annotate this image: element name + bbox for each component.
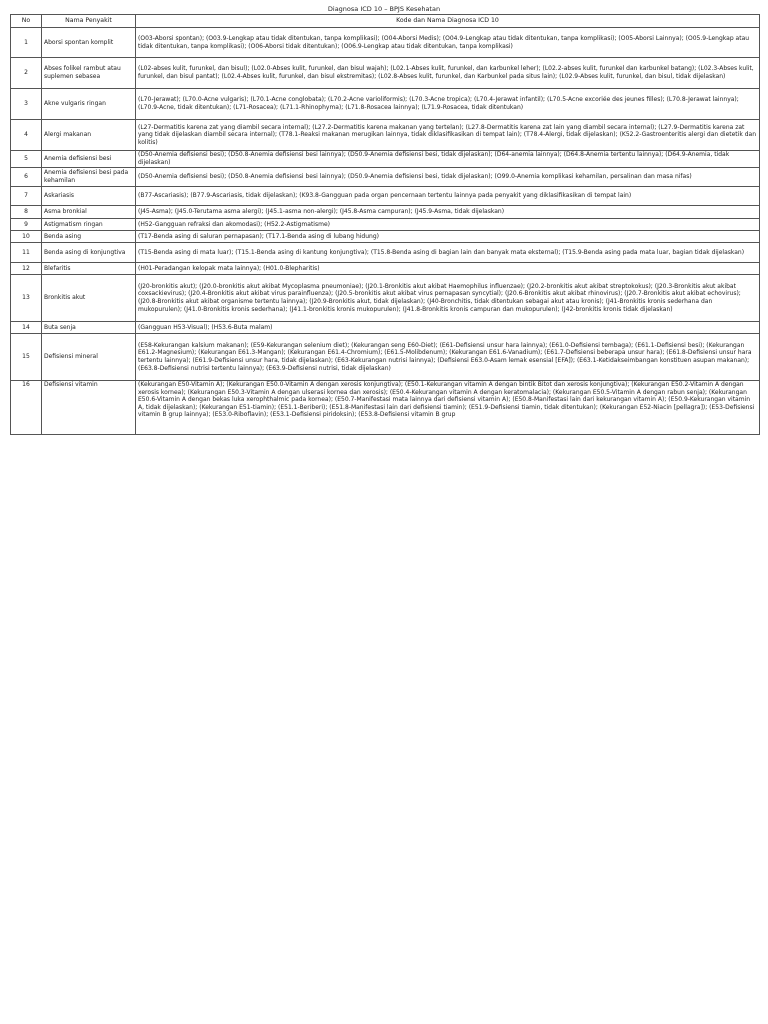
disease-name: Anemia defisiensi besi pada kehamilan	[42, 168, 136, 187]
table-row	[11, 89, 760, 120]
icd-codes: (E58-Kekurangan kalsium makanan); (E59-Kekurangan selenium diet); (Kekurangan seng E60-Diet); (E61-Defisiensi unsur hara lainnya); (E61.0-Defisiensi tembaga); (E61.1-Defisiensi besi); (Kekurangan E61.2-Magnesium); (Kekurangan E61.3-Mangan); (Kekurangan E61.4-Chromium); (E61.5-Molibdenum); (Kekurangan E61.6-Vanadium); (E61.7-Defisiensi beberapa unsur hara); (E61.8-Defisiensi unsur hara tertentu lainnya); (E61.9-Defisiensi unsur hara, tidak dijelaskan); (E63-Kekurangan nutrisi lainnya); (Defisiensi E63.0-Asam lemak esensial [EFA]); (E63.1-Ketidakseimbangan konstituen asupan makanan); (E63.8-Defisiensi nutrisi tertentu lainnya); (E63.9-Defisiensi nutrisi, tidak dijelaskan)	[136, 334, 760, 381]
table-row	[11, 151, 760, 168]
table-row	[11, 206, 760, 219]
table-row	[11, 322, 760, 334]
disease-name: Bronkitis akut	[42, 275, 136, 322]
disease-name: Abses folikel rambut atau suplemen sebasea	[42, 58, 136, 89]
row-number: 13	[11, 275, 42, 322]
icd-codes: (H52-Gangguan refraksi dan akomodasi); (H52.2-Astigmatisme)	[136, 219, 760, 231]
row-number: 16	[11, 381, 42, 435]
row-number: 14	[11, 322, 42, 334]
row-number: 1	[11, 28, 42, 58]
table-row	[11, 28, 760, 58]
table-header-row	[11, 15, 760, 28]
table-row	[11, 58, 760, 89]
icd-codes: (T15-Benda asing di mata luar); (T15.1-Benda asing di kantung konjungtiva); (T15.8-Benda asing di bagian lain dan banyak mata eksternal); (T15.9-Benda asing pada mata luar, bagian tidak dijelaskan)	[136, 243, 760, 263]
icd-codes: (H01-Peradangan kelopak mata lainnya); (H01.0-Blepharitis)	[136, 263, 760, 275]
icd-codes: (L02-abses kulit, furunkel, dan bisul); (L02.0-Abses kulit, furunkel, dan bisul wajah); (L02.1-Abses kulit, furunkel, dan karbunkel leher); (L02.2-abses kulit, furunkel dan karbunkel batang); (L02.3-Abses kulit, furunkel, dan bisul pantat); (L02.4-Abses kulit, furunkel, dan bisul ekstremitas); (L02.8-Abses kulit, furunkel, dan Karbunkel pada situs lain); (L02.9-Abses kulit, furunkel, dan bisul, tidak dijelaskan)	[136, 58, 760, 89]
icd-codes: (D50-Anemia defisiensi besi); (D50.8-Anemia defisiensi besi lainnya); (D50.9-Anemia defisiensi besi, tidak dijelaskan); (O99.0-Anemia komplikasi kehamilan, persalinan dan masa nifas)	[136, 168, 760, 187]
document-title: Diagnosa ICD 10 – BPJS Kesehatan	[327, 5, 441, 13]
disease-name: Benda asing di konjungtiva	[42, 243, 136, 263]
header-disease-name: Nama Penyakit	[42, 15, 136, 28]
table-row	[11, 334, 760, 381]
icd-codes: (D50-Anemia defisiensi besi); (D50.8-Anemia defisiensi besi lainnya); (D50.9-Anemia defisiensi besi, tidak dijelaskan); (D64-anemia lainnya); (D64.8-Anemia tertentu lainnya); (D64.9-Anemia, tidak dijelaskan)	[136, 151, 760, 168]
disease-name: Alergi makanan	[42, 120, 136, 151]
table-row	[11, 168, 760, 187]
disease-name: Asma bronkial	[42, 206, 136, 219]
icd-codes: (T17-Benda asing di saluran pernapasan); (T17.1-Benda asing di lubang hidung)	[136, 231, 760, 243]
icd-codes: (L70-Jerawat); (L70.0-Acne vulgaris); (L70.1-Acne conglobata); (L70.2-Acne varioliformis); (L70.3-Acne tropica); (L70.4-Jerawat infantil); (L70.5-Acne excoriée des jeunes filles); (L70.8-Jerawat lainnya); (L70.9-Acne, tidak ditentukan); (L71-Rosacea); (L71.1-Rhinophyma); (L71.8-Rosacea lainnya); (L71.9-Rosacea, tidak ditentukan)	[136, 89, 760, 120]
icd-codes: (J45-Asma); (J45.0-Terutama asma alergi); (J45.1-asma non-alergi); (J45.8-Asma campuran); (J45.9-Asma, tidak dijelaskan)	[136, 206, 760, 219]
row-number: 8	[11, 206, 42, 219]
disease-name: Aborsi spontan komplit	[42, 28, 136, 58]
row-number: 3	[11, 89, 42, 120]
row-number: 7	[11, 187, 42, 206]
table-row	[11, 219, 760, 231]
row-number: 2	[11, 58, 42, 89]
row-number: 9	[11, 219, 42, 231]
row-number: 11	[11, 243, 42, 263]
disease-name: Buta senja	[42, 322, 136, 334]
table-row	[11, 120, 760, 151]
table-row	[11, 231, 760, 243]
disease-name: Benda asing	[42, 231, 136, 243]
icd-codes: (B77-Ascariasis); (B77.9-Ascariasis, tidak dijelaskan); (K93.8-Gangguan pada organ pencernaan tertentu lainnya pada penyakit yang diklasifikasikan di tempat lain)	[136, 187, 760, 206]
table-row	[11, 275, 760, 322]
row-number: 12	[11, 263, 42, 275]
icd-codes: (Kekurangan E50-Vitamin A); (Kekurangan E50.0-Vitamin A dengan xerosis konjungtiva); (E50.1-Kekurangan vitamin A dengan bintik Bitot dan xerosis konjungtiva); (Kekurangan E50.2-Vitamin A dengan xerosis kornea); (Kekurangan E50.3-Vitamin A dengan ulserasi kornea dan xerosis); (E50.4-Kekurangan vitamin A dengan keratomalacia); (Kekurangan E50.5-Vitamin A dengan rabun senja); (Kekurangan E50.6-Vitamin A dengan bekas luka xerophthalmic pada kornea); (E50.7-Manifestasi mata lainnya dari defisiensi vitamin A); (E50.8-Manifestasi lain dari kekurangan vitamin A); (E50.9-Kekurangan vitamin A, tidak dijelaskan); (Kekurangan E51-tiamin); (E51.1-Beriberi); (E51.8-Manifestasi lain dari defisiensi tiamin); (E51.9-Defisiensi tiamin, tidak ditentukan); (Kekurangan E52-Niacin [pellagra]); (E53-Defisiensi vitamin B grup lainnya); (E53.0-Riboflavin); (E53.1-Defisiensi piridoksin); (E53.8-Defisiensi vitamin B grup	[136, 381, 760, 435]
table-row	[11, 381, 760, 435]
table-row	[11, 263, 760, 275]
header-icd-codes: Kode dan Nama Diagnosa ICD 10	[136, 15, 760, 28]
row-number: 15	[11, 334, 42, 381]
header-no: No	[11, 15, 42, 28]
row-number: 6	[11, 168, 42, 187]
icd-codes: (Gangguan H53-Visual); (H53.6-Buta malam)	[136, 322, 760, 334]
row-number: 4	[11, 120, 42, 151]
table-row	[11, 187, 760, 206]
icd10-diagnosis-table	[10, 14, 760, 435]
table-row	[11, 243, 760, 263]
disease-name: Blefaritis	[42, 263, 136, 275]
disease-name: Astigmatism ringan	[42, 219, 136, 231]
icd-codes: (L27-Dermatitis karena zat yang diambil secara internal); (L27.2-Dermatitis karena makanan yang tertelan); (L27.8-Dermatitis karena zat lain yang diambil secara internal); (L27.9-Dermatitis karena zat yang tidak dijelaskan diambil secara internal); (T78.1-Reaksi makanan merugikan lainnya, tidak diklasifikasikan di tempat lain); (T78.4-Alergi, tidak dijelaskan); (K52.2-Gastroenteritis alergi dan dietetik dan kolitis)	[136, 120, 760, 151]
row-number: 10	[11, 231, 42, 243]
icd-codes: (J20-bronkitis akut); (J20.0-bronkitis akut akibat Mycoplasma pneumoniae); (J20.1-Bronkitis akut akibat Haemophilus influenzae); (J20.2-bronkitis akut akibat streptokokus); (J20.3-Bronkitis akut akibat coxsackievirus); (J20.4-Bronkitis akut akibat virus parainfluenza); (J20.5-bronkitis akut akibat virus pernapasan syncytial); (J20.6-Bronkitis akut akibat rhinovirus); (J20.7-Bronkitis akut akibat echovirus); (J20.8-Bronkitis akut akibat organisme tertentu lainnya); (J20.9-Bronkitis akut, tidak dijelaskan); (J40-Bronchitis, tidak ditentukan sebagai akut atau kronis); (J41-Bronkitis kronis sederhana dan mukopurulen); (J41.0-Bronkitis kronis sederhana); (J41.1-bronkitis kronis mukopurulen); (J41.8-Bronkitis kronis campuran dan mukopurulen); (J42-bronkitis kronis tidak dijelaskan)	[136, 275, 760, 322]
disease-name: Defisiensi vitamin	[42, 381, 136, 435]
disease-name: Akne vulgaris ringan	[42, 89, 136, 120]
icd-codes: (O03-Aborsi spontan); (O03.9-Lengkap atau tidak ditentukan, tanpa komplikasi); (O04-Aborsi Medis); (O04.9-Lengkap atau tidak ditentukan, tanpa komplikasi); (O05-Aborsi Lainnya); (O05.9-Lengkap atau tidak ditentukan, tanpa komplikasi); (O06-Aborsi tidak ditentukan); (O06.9-Lengkap atau tidak ditentukan, tanpa komplikasi)	[136, 28, 760, 58]
disease-name: Askariasis	[42, 187, 136, 206]
row-number: 5	[11, 151, 42, 168]
disease-name: Anemia defisiensi besi	[42, 151, 136, 168]
disease-name: Defisiensi mineral	[42, 334, 136, 381]
